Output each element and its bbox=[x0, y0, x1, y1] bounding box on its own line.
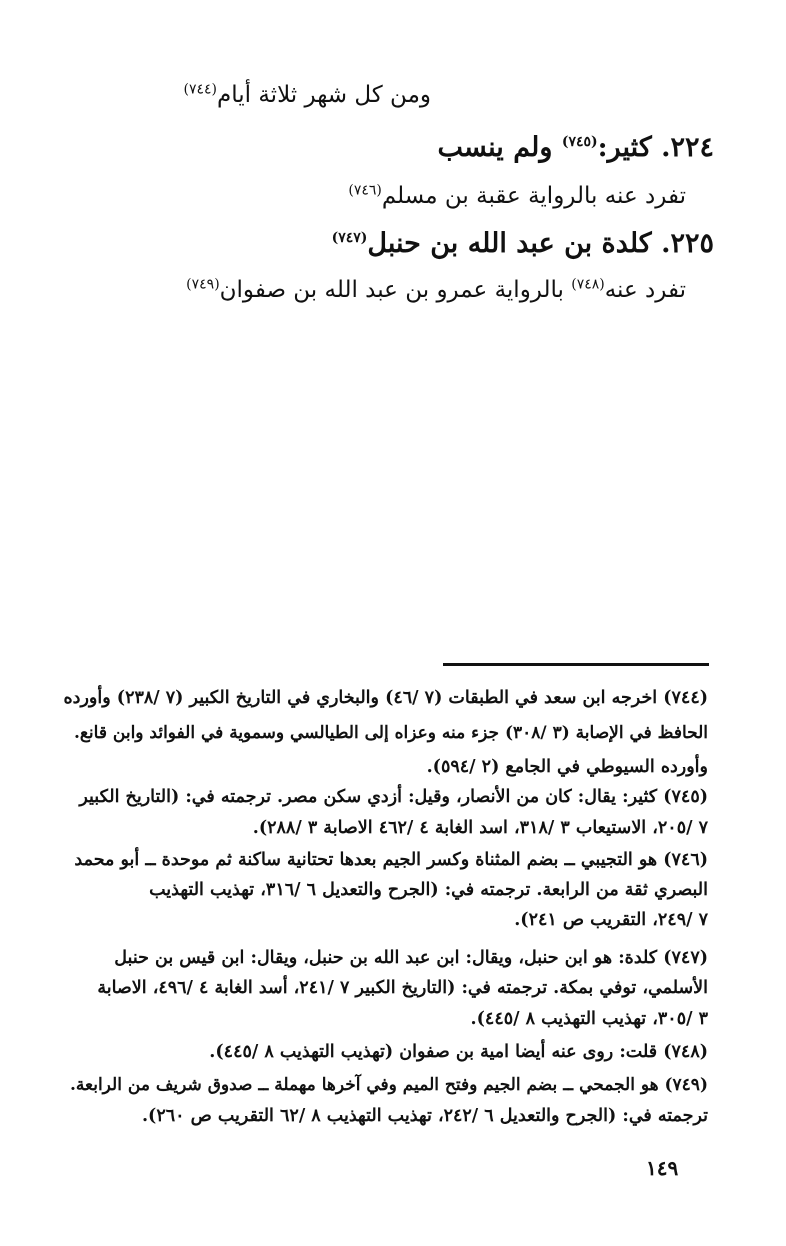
entry-224-name: كثير: bbox=[597, 132, 652, 163]
main-line-5-b: بالرواية عمرو بن عبد الله بن صفوان bbox=[219, 277, 564, 303]
entry-225 bbox=[332, 228, 714, 259]
footnote-line: ترجمته في: (الجرح والتعديل ٦ /٢٤٢، تهذيب التهذيب ٨ /٦٢ التقريب ص ٢٦٠). bbox=[141, 1106, 708, 1126]
main-line-3-text: تفرد عنه بالرواية عقبة بن مسلم bbox=[381, 183, 686, 209]
entry-225-name: كلدة بن عبد الله بن حنبل bbox=[367, 228, 652, 259]
footnote-line: ٧ /٢٤٩، التقريب ص ٢٤١). bbox=[514, 910, 708, 930]
footnote-line: وأورده السيوطي في الجامع (٢ /٥٩٤). bbox=[426, 757, 708, 777]
main-line-1-text: ومن كل شهر ثلاثة أيام bbox=[216, 82, 431, 108]
footnote-ref-749: (٧٤٩) bbox=[186, 276, 220, 293]
footnote-line: (٧٤٦) هو التجيبي ــ بضم المثناة وكسر الجيم بعدها تحتانية ساكنة ثم موحدة ــ أبو محمد bbox=[74, 850, 708, 870]
footnote-ref-746: (٧٤٦) bbox=[348, 182, 382, 199]
main-line-5-a: تفرد عنه bbox=[604, 277, 686, 303]
footnote-line: (٧٤٧) كلدة: هو ابن حنبل، ويقال: ابن عبد الله بن حنبل، ويقال: ابن قيس بن حنبل bbox=[114, 948, 708, 968]
footnote-line: ٧ /٢٠٥، الاستيعاب ٣ /٣١٨، اسد الغابة ٤ /٤٦٢ الاصابة ٣ /٢٨٨). bbox=[252, 818, 708, 838]
footnote-line: (٧٤٤) اخرجه ابن سعد في الطبقات (٧ /٤٦) والبخاري في التاريخ الكبير (٧ /٢٣٨) وأورده bbox=[63, 688, 708, 708]
entry-224 bbox=[438, 132, 714, 163]
footnote-ref-747: (٧٤٧) bbox=[331, 230, 368, 246]
entry-225-number: ٢٢٥. bbox=[661, 228, 714, 259]
footnote-ref-744: (٧٤٤) bbox=[183, 81, 217, 98]
footnote-separator bbox=[443, 663, 709, 666]
footnote-line: (٧٤٨) قلت: روى عنه أيضا امية بن صفوان (تهذيب التهذيب ٨ /٤٤٥). bbox=[209, 1042, 708, 1062]
footnote-line: البصري ثقة من الرابعة. ترجمته في: (الجرح والتعديل ٦ /٣١٦، تهذيب التهذيب bbox=[149, 880, 708, 900]
main-line-5 bbox=[186, 277, 686, 303]
footnote-line: الأسلمي، توفي بمكة. ترجمته في: (التاريخ الكبير ٧ /٢٤١، أسد الغابة ٤ /٤٩٦، الاصابة bbox=[97, 978, 708, 998]
page-number: ١٤٩ bbox=[646, 1156, 679, 1180]
footnote-line: الحافظ في الإصابة (٣ /٣٠٨) جزء منه وعزاه إلى الطيالسي وسموية في الفوائد وابن قانع. bbox=[73, 723, 708, 743]
footnote-ref-748: (٧٤٨) bbox=[571, 276, 605, 293]
footnote-line: (٧٤٥) كثير: يقال: كان من الأنصار، وقيل: أزدي سكن مصر. ترجمته في: (التاريخ الكبير bbox=[79, 787, 708, 807]
footnote-line: (٧٤٩) هو الجمحي ــ بضم الجيم وفتح الميم وفي آخرها مهملة ــ صدوق شريف من الرابعة. bbox=[69, 1075, 708, 1095]
entry-224-number: ٢٢٤. bbox=[661, 132, 714, 163]
main-line-1 bbox=[183, 82, 431, 108]
main-line-3 bbox=[348, 183, 686, 209]
footnote-line: ٣ /٣٠٥، تهذيب التهذيب ٨ /٤٤٥). bbox=[470, 1009, 708, 1029]
entry-224-rest: ولم ينسب bbox=[437, 132, 553, 163]
footnote-ref-745: (٧٤٥) bbox=[561, 134, 598, 150]
